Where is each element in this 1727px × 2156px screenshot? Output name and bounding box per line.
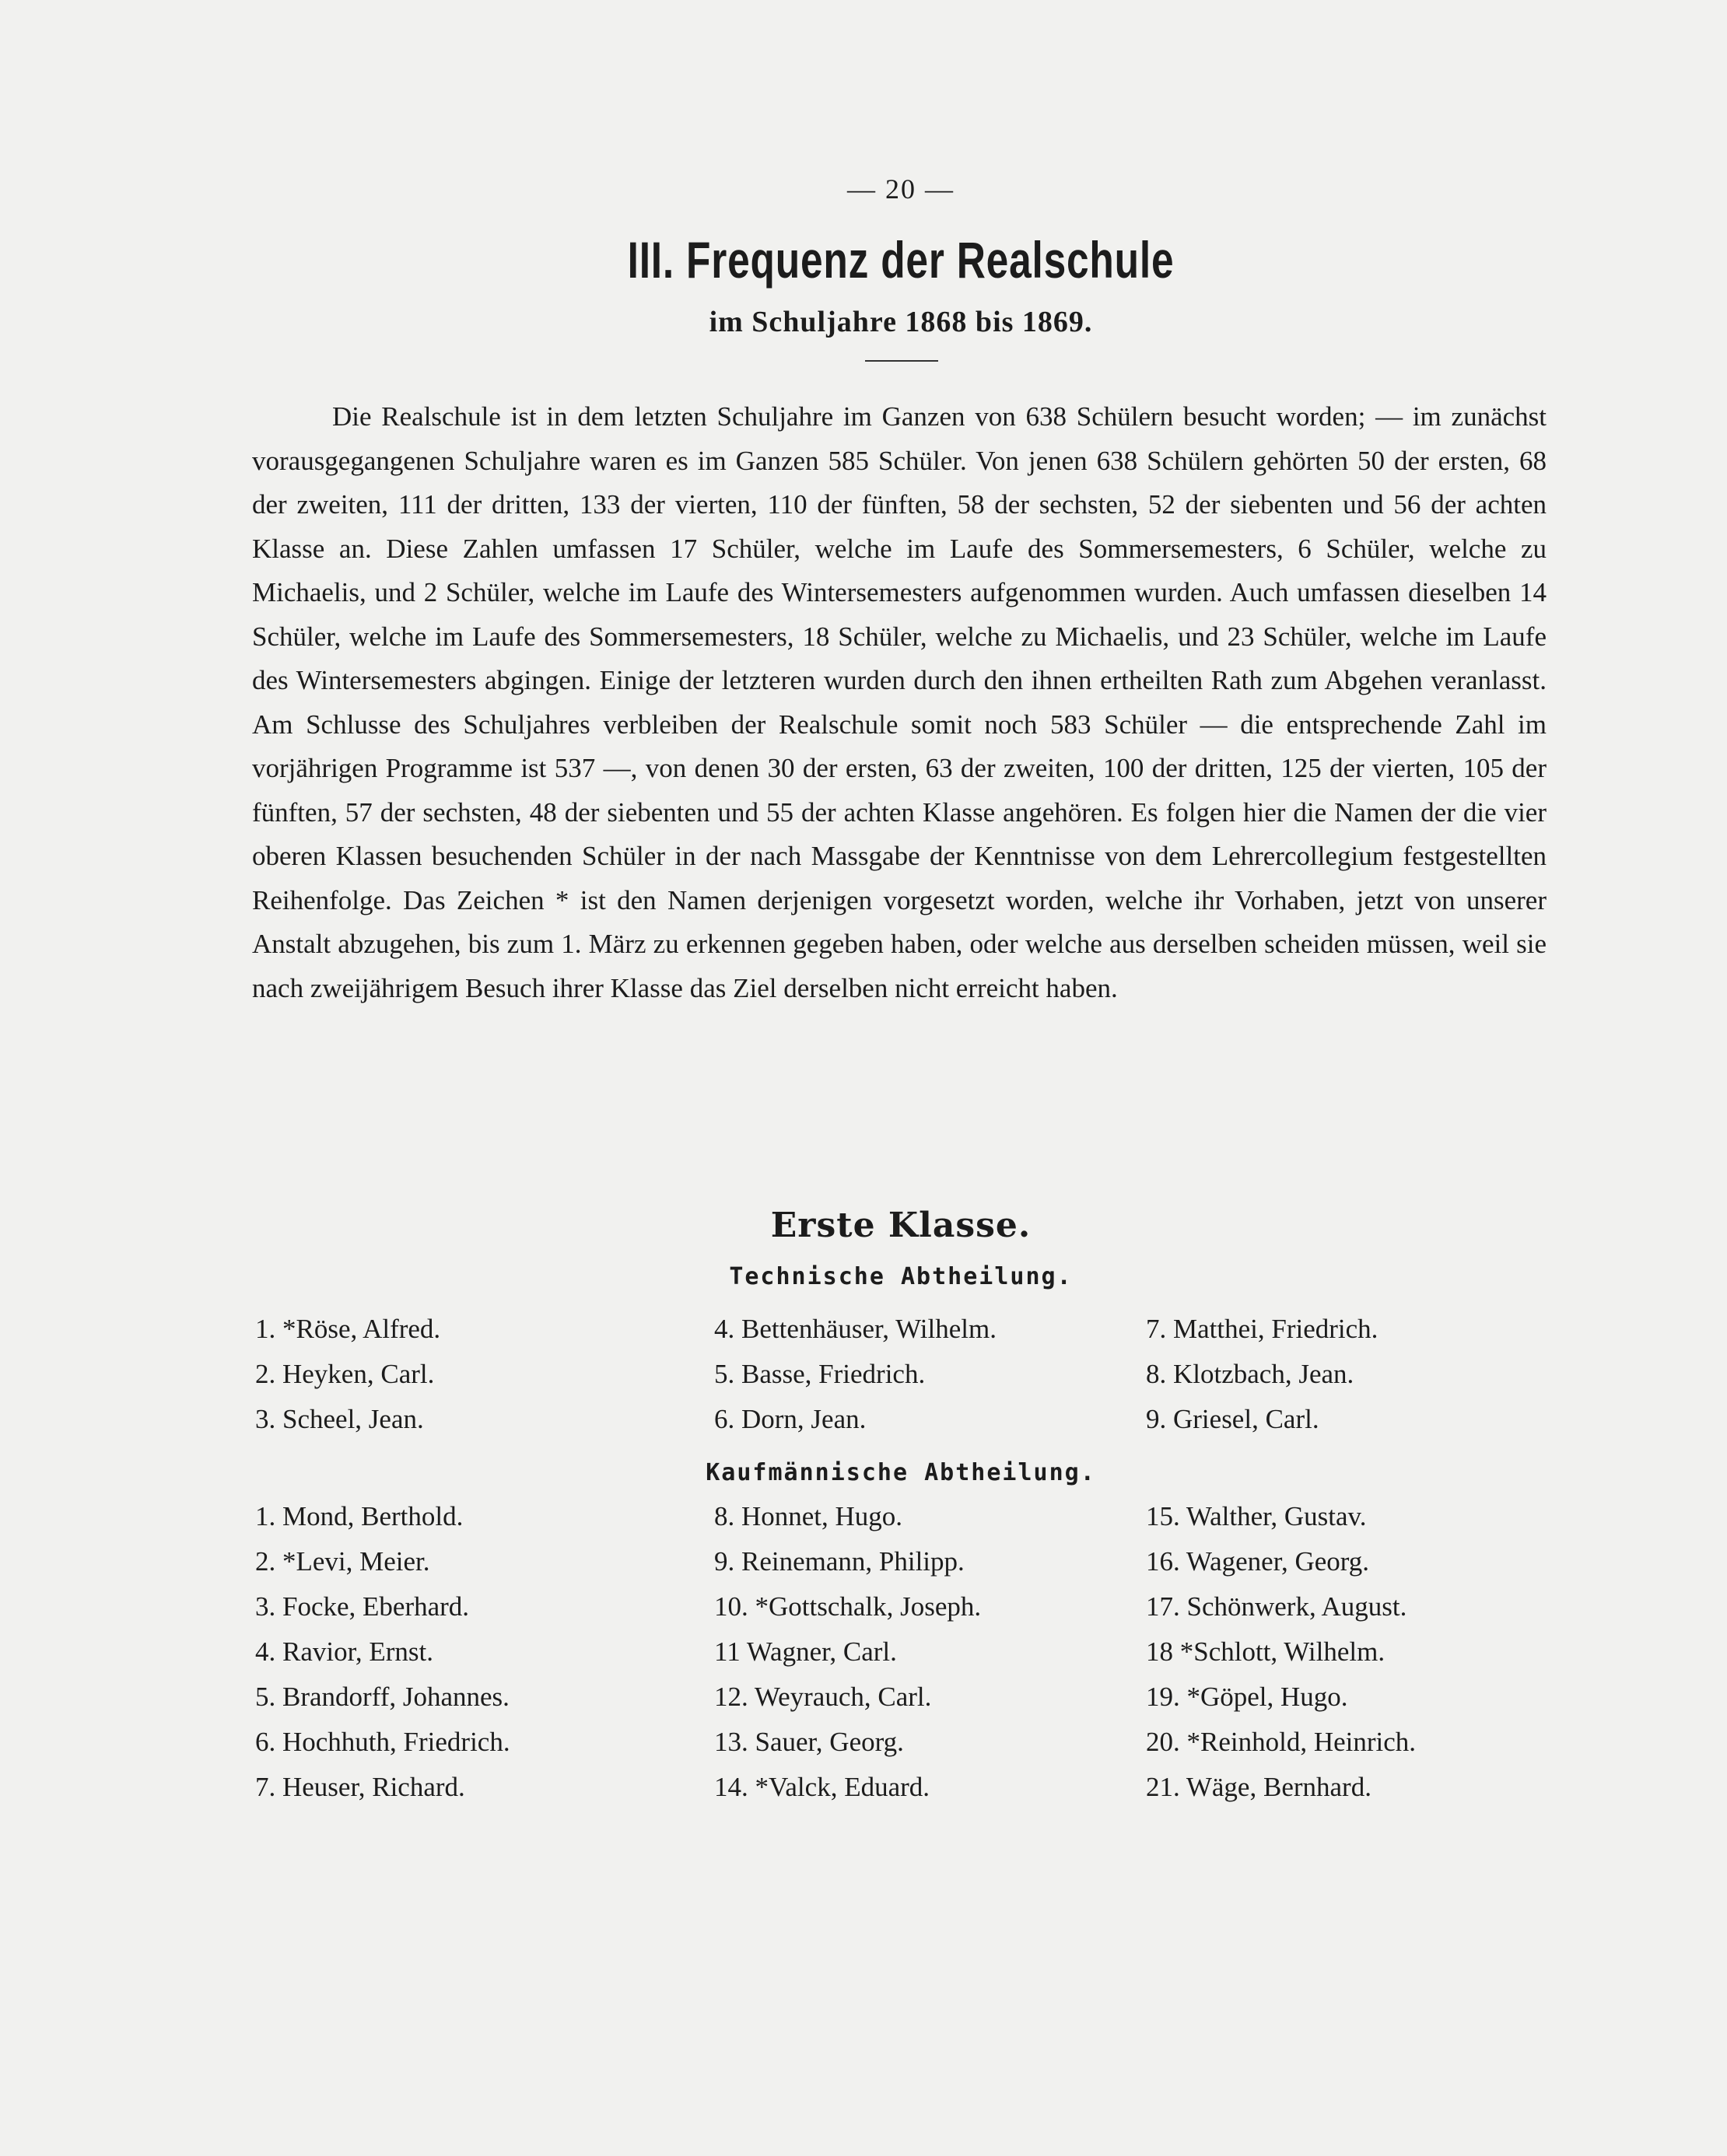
list-item: 5. Basse, Friedrich. — [714, 1359, 926, 1389]
body-paragraph: Die Realschule ist in dem letzten Schuljahre im Ganzen von 638 Schülern besucht worden; — im zunächst vorausgegangenen Schuljahre waren es im Ganzen 585 Schüler. Von jenen 638 Schülern gehörten 50 der ersten, 68 der zweiten, 111 der dritten, 133 der vierten, 110 der fünften, 58 der sechsten, 52 der siebenten und 56 der achten Klasse an. Diese Zahlen umfassen 17 Schüler, welche im Laufe des Sommersemesters, 6 Schüler, welche zu Michaelis, und 2 Schüler, welche im Laufe des Wintersemesters aufgenommen wurden. Auch umfassen dieselben 14 Schüler, welche im Laufe des Sommersemesters, 18 Schüler, welche zu Michaelis, und 23 Schüler, welche im Laufe des Wintersemesters abgingen. Einige der letzteren wurden durch den ihnen ertheilten Rath zum Abgehen veranlasst. Am Schlusse des Schuljahres verbleiben der Realschule somit noch 583 Schüler — die entsprechende Zahl im vorjährigen Programme ist 537 —, von denen 30 der ersten, 63 der zweiten, 100 der dritten, 125 der vierten, 105 der fünften, 57 der sechsten, 48 der siebenten und 55 der achten Klasse angehören. Es folgen hier die Namen der die vier oberen Klassen besuchenden Schüler in der nach Massgabe der Kenntnisse von dem Lehrercollegium festgestellten Reihenfolge. Das Zeichen * ist den Namen derjenigen vorgesetzt worden, welche ihr Vorhaben, jetzt von unserer Anstalt abzugehen, bis zum 1. März zu erkennen gegeben haben, oder welche aus derselben scheiden müssen, weil sie nach zweijährigem Besuch ihrer Klasse das Ziel derselben nicht erreicht haben. — [252, 401, 1547, 1003]
list-item: 3. Focke, Eberhard. — [255, 1591, 470, 1622]
list-item: 21. Wäge, Bernhard. — [1146, 1772, 1371, 1802]
list-item: 17. Schönwerk, August. — [1146, 1591, 1407, 1622]
kaufmaennische-column-1 — [255, 1494, 510, 1810]
list-item: 16. Wagener, Georg. — [1146, 1546, 1370, 1577]
list-item: 9. Reinemann, Philipp. — [714, 1546, 965, 1577]
kaufmaennische-column-2 — [714, 1494, 981, 1810]
list-item: 9. Griesel, Carl. — [1146, 1404, 1319, 1434]
list-item: 14. *Valck, Eduard. — [714, 1772, 930, 1802]
list-item: 19. *Göpel, Hugo. — [1146, 1682, 1348, 1712]
list-item: 8. Honnet, Hugo. — [714, 1501, 903, 1531]
list-item: 7. Heuser, Richard. — [255, 1772, 465, 1802]
list-item: 3. Scheel, Jean. — [255, 1404, 424, 1434]
list-item: 7. Matthei, Friedrich. — [1146, 1314, 1378, 1344]
kaufmaennische-column-3 — [1146, 1494, 1416, 1810]
list-item: 4. Bettenhäuser, Wilhelm. — [714, 1314, 997, 1344]
list-item: 1. *Röse, Alfred. — [255, 1314, 441, 1344]
technische-heading: Technische Abtheilung. — [729, 1263, 1073, 1290]
list-item: 2. Heyken, Carl. — [255, 1359, 435, 1389]
list-item: 13. Sauer, Georg. — [714, 1727, 904, 1757]
technische-column-2 — [714, 1307, 997, 1442]
list-item: 15. Walther, Gustav. — [1146, 1501, 1367, 1531]
list-item: 6. Hochhuth, Friedrich. — [255, 1727, 510, 1757]
list-item: 11 Wagner, Carl. — [714, 1636, 897, 1667]
technische-column-1 — [255, 1307, 440, 1442]
list-item: 18 *Schlott, Wilhelm. — [1146, 1636, 1385, 1667]
list-item: 1. Mond, Berthold. — [255, 1501, 464, 1531]
list-item: 10. *Gottschalk, Joseph. — [714, 1591, 982, 1622]
title-divider — [865, 360, 938, 362]
list-item: 6. Dorn, Jean. — [714, 1404, 867, 1434]
list-item: 4. Ravior, Ernst. — [255, 1636, 433, 1667]
list-item: 5. Brandorff, Johannes. — [255, 1682, 510, 1712]
technische-column-3 — [1146, 1307, 1378, 1442]
list-item: 12. Weyrauch, Carl. — [714, 1682, 932, 1712]
list-item: 20. *Reinhold, Heinrich. — [1146, 1727, 1417, 1757]
page-subtitle: im Schuljahre 1868 bis 1869. — [709, 306, 1093, 338]
kaufmaennische-heading: Kaufmännische Abtheilung. — [706, 1459, 1096, 1486]
page-title: III. Frequenz der Realschule — [627, 231, 1175, 289]
page-number: — 20 — — [847, 173, 955, 205]
list-item: 2. *Levi, Meier. — [255, 1546, 430, 1577]
section-heading: Erste Klasse. — [770, 1206, 1032, 1245]
list-item: 8. Klotzbach, Jean. — [1146, 1359, 1354, 1389]
